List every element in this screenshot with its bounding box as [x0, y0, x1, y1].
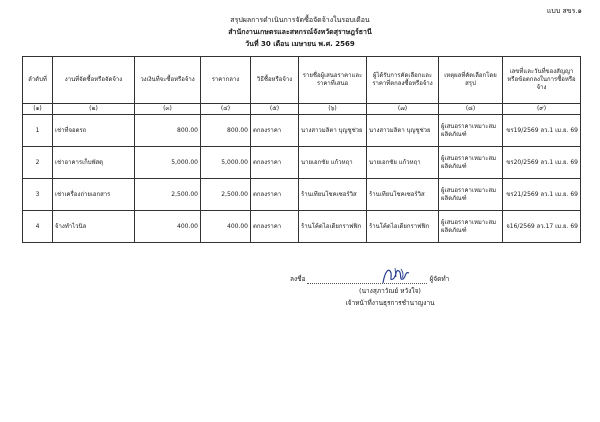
method-cell: ตกลงราคา — [251, 211, 299, 243]
column-number-row — [23, 104, 581, 115]
budget-cell: 2,500.00 — [135, 179, 201, 211]
header-agency: สำนักงานเกษตรและสหกรณ์จังหวัดสุราษฎร์ธานี — [228, 28, 372, 36]
signature-line — [290, 254, 550, 284]
contract-cell: ขร20/2569 ลว.1 เม.ย. 69 — [503, 147, 581, 179]
contract-cell: จ16/2569 ลว.17 เม.ย. 69 — [503, 211, 581, 243]
row-number: 1 — [23, 115, 53, 147]
reason-cell: ผู้เสนอราคาเหมาะสม ผลิตภัณฑ์ — [439, 179, 503, 211]
winner-cell: ร้านโค้ดไอเดียกราฟฟิก — [367, 211, 439, 243]
contract-cell: ขร21/2569 ลว.1 เม.ย. 69 — [503, 179, 581, 211]
winner-cell: นายเอกชัย แก้วหฤา — [367, 147, 439, 179]
col-number: (๑) — [23, 104, 53, 115]
header-title: สรุปผลการดำเนินการจัดซื้อจัดจ้างในรอบเดือน — [230, 16, 370, 24]
col-number: (๕) — [251, 104, 299, 115]
row-number: 3 — [23, 179, 53, 211]
item-cell: เช่าเครื่องถ่ายเอกสาร — [53, 179, 135, 211]
col-header: ลำดับที่ — [23, 57, 53, 104]
col-header: ผู้ได้รับการคัดเลือกและราคาที่ตกลงซื้อหรือจ้าง — [367, 57, 439, 104]
col-header: วงเงินที่จะซื้อหรือจ้าง — [135, 57, 201, 104]
median-price-cell: 400.00 — [201, 211, 251, 243]
item-cell: เช่าอาคารเก็บพัสดุ — [53, 147, 135, 179]
col-number: (๒) — [53, 104, 135, 115]
median-price-cell: 5,000.00 — [201, 147, 251, 179]
method-cell: ตกลงราคา — [251, 179, 299, 211]
reason-cell: ผู้เสนอราคาเหมาะสม ผลิตภัณฑ์ — [439, 147, 503, 179]
col-header: เลขที่และวันที่ของสัญญาหรือข้อตกลงในการซื้อหรือจ้าง — [503, 57, 581, 104]
bidders-cell: นางสาวมลิตา บุญชูช่วย — [299, 115, 367, 147]
method-cell: ตกลงราคา — [251, 147, 299, 179]
col-number: (๔) — [201, 104, 251, 115]
signature-label: ลงชื่อ — [290, 275, 306, 283]
median-price-cell: 2,500.00 — [201, 179, 251, 211]
row-number: 2 — [23, 147, 53, 179]
winner-cell: นางสาวมลิตา บุญชูช่วย — [367, 115, 439, 147]
header-date: วันที่ 30 เดือน เมษายน พ.ศ. 2569 — [245, 40, 355, 48]
signature-block — [290, 254, 550, 308]
bidders-cell: ร้านเทียนโชคเซอร์วิส — [299, 179, 367, 211]
col-header: รายชื่อผู้เสนอราคาและราคาที่เสนอ — [299, 57, 367, 104]
col-number: (๙) — [503, 104, 581, 115]
budget-cell: 400.00 — [135, 211, 201, 243]
col-number: (๓) — [135, 104, 201, 115]
bidders-cell: ร้านโค้ดไอเดียกราฟฟิก — [299, 211, 367, 243]
col-header: งานที่จัดซื้อหรือจัดจ้าง — [53, 57, 135, 104]
column-header-row — [23, 57, 581, 104]
item-cell: จ้างทำไวนิล — [53, 211, 135, 243]
signature-dotted-line — [307, 269, 427, 284]
row-number: 4 — [23, 211, 53, 243]
form-code: แบบ สขร.๑ — [546, 7, 582, 15]
procurement-table — [22, 56, 581, 243]
method-cell: ตกลงราคา — [251, 115, 299, 147]
col-header: ราคากลาง — [201, 57, 251, 104]
budget-cell: 5,000.00 — [135, 147, 201, 179]
reason-cell: ผู้เสนอราคาเหมาะสม ผลิตภัณฑ์ — [439, 115, 503, 147]
col-header: เหตุผลที่คัดเลือกโดยสรุป — [439, 57, 503, 104]
reason-cell: ผู้เสนอราคาเหมาะสม ผลิตภัณฑ์ — [439, 211, 503, 243]
col-number: (๗) — [367, 104, 439, 115]
table-row — [23, 179, 581, 211]
document-header — [0, 14, 600, 50]
item-cell: เช่าที่จอดรถ — [53, 115, 135, 147]
signer-position: เจ้าหน้าที่งานธุรการชำนาญงาน — [345, 299, 435, 307]
signature-role: ผู้จัดทำ — [429, 275, 450, 283]
table-row — [23, 115, 581, 147]
table-row — [23, 147, 581, 179]
contract-cell: ขร19/2569 ลว.1 เม.ย. 69 — [503, 115, 581, 147]
col-number: (๘) — [439, 104, 503, 115]
budget-cell: 800.00 — [135, 115, 201, 147]
col-header: วิธีซื้อหรือจ้าง — [251, 57, 299, 104]
signer-name: (นางสุภาวัณย์ หวังใจ) — [359, 287, 421, 295]
winner-cell: ร้านเทียนโชคเซอร์วิส — [367, 179, 439, 211]
bidders-cell: นายเอกชัย แก้วหฤา — [299, 147, 367, 179]
median-price-cell: 800.00 — [201, 115, 251, 147]
col-number: (๖) — [299, 104, 367, 115]
table-row — [23, 211, 581, 243]
handwritten-signature — [377, 265, 417, 287]
